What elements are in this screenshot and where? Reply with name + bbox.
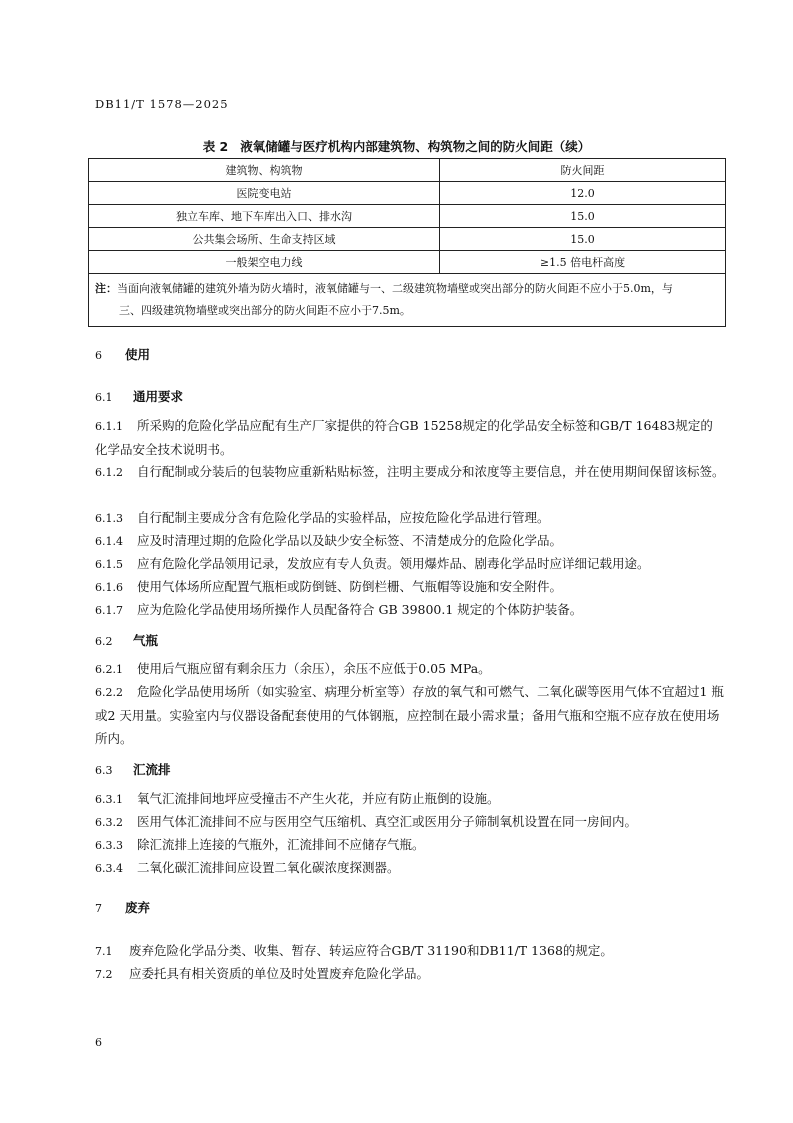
- clause-text: 自行配制主要成分含有危险化学品的实验样品，应按危险化学品进行管理。: [137, 510, 550, 525]
- table-row: [89, 228, 726, 251]
- clause-number: 7.2: [95, 968, 113, 981]
- clause-number: 6.2.2: [95, 686, 123, 699]
- section-title: 气瓶: [133, 633, 159, 648]
- clause-6-1-7: [95, 598, 725, 622]
- table-cell: 一般架空电力线: [89, 251, 440, 274]
- clause-6-1-2: [95, 460, 725, 484]
- clause-number: 6.1.5: [95, 558, 123, 571]
- clause-6-3-1: [95, 787, 725, 811]
- table-header-cell: 建筑物、构筑物: [89, 159, 440, 182]
- clause-number: 6.3.4: [95, 862, 123, 875]
- document-code: DB11/T 1578—2025: [95, 97, 229, 111]
- clause-6-2-1: [95, 657, 725, 681]
- clause-text: 使用气体场所应配置气瓶柜或防倒链、防倒栏栅、气瓶帽等设施和安全附件。: [137, 579, 563, 594]
- section-title: 汇流排: [133, 762, 171, 777]
- clause-6-1-6: [95, 575, 725, 599]
- table-row: [89, 182, 726, 205]
- clause-text: 自行配制或分装后的包装物应重新粘贴标签，注明主要成分和浓度等主要信息，并在使用期间保留该标签。: [137, 464, 725, 479]
- table-cell: 12.0: [440, 182, 726, 205]
- clause-text: 应委托具有相关资质的单位及时处置废弃危险化学品。: [129, 966, 430, 981]
- page-number: 6: [95, 1036, 102, 1049]
- clause-6-3-2: [95, 810, 725, 834]
- clause-text: 医用气体汇流排间不应与医用空气压缩机、真空汇或医用分子筛制氧机设置在同一房间内。: [137, 814, 638, 829]
- table-note: [89, 274, 726, 327]
- fire-spacing-table: [88, 158, 726, 327]
- section-title: 通用要求: [133, 389, 184, 404]
- table-note-line-1: 当面向液氧储罐的建筑外墙为防火墙时，液氧储罐与一、二级建筑物墙壁或突出部分的防火间距不应小于5.0m，与: [117, 282, 673, 295]
- section-heading-6-3: [95, 760, 171, 778]
- clause-number: 6.1.3: [95, 512, 123, 525]
- clause-number: 6.3.2: [95, 816, 123, 829]
- clause-number: 6.1.2: [95, 466, 123, 479]
- table-cell: 公共集会场所、生命支持区域: [89, 228, 440, 251]
- table-cell: ≥1.5 倍电杆高度: [440, 251, 726, 274]
- table-cell: 15.0: [440, 205, 726, 228]
- clause-6-1-3: [95, 506, 725, 530]
- clause-text: 使用后气瓶应留有剩余压力（余压），余压不应低于0.05 MPa。: [137, 661, 491, 676]
- table-note-row: [89, 274, 726, 327]
- table-note-line-2: 三、四级建筑物墙壁或突出部分的防火间距不应小于7.5m。: [119, 304, 411, 317]
- clause-text: 二氧化碳汇流排间应设置二氧化碳浓度探测器。: [137, 860, 400, 875]
- clause-number: 6.1.7: [95, 604, 123, 617]
- clause-7-1: [95, 939, 725, 963]
- clause-text: 所采购的危险化学品应配有生产厂家提供的符合GB 15258规定的化学品安全标签和GB/T 16483规定的化学品安全技术说明书。: [95, 418, 713, 457]
- clause-text: 氧气汇流排间地坪应受撞击不产生火花，并应有防止瓶倒的设施。: [137, 791, 500, 806]
- clause-text: 应及时清理过期的危险化学品以及缺少安全标签、不清楚成分的危险化学品。: [137, 533, 563, 548]
- clause-7-2: [95, 962, 725, 986]
- clause-6-3-4: [95, 856, 725, 880]
- section-number: 6.1: [95, 391, 113, 404]
- clause-text: 应有危险化学品领用记录，发放应有专人负责。领用爆炸品、剧毒化学品时应详细记载用途。: [137, 556, 650, 571]
- clause-text: 应为危险化学品使用场所操作人员配备符合 GB 39800.1 规定的个体防护装备。: [137, 602, 583, 617]
- section-title: 废弃: [125, 900, 151, 915]
- clause-number: 6.1.1: [95, 420, 123, 433]
- clause-text: 除汇流排上连接的气瓶外，汇流排间不应储存气瓶。: [137, 837, 425, 852]
- section-number: 6.2: [95, 635, 113, 648]
- clause-6-3-3: [95, 833, 725, 857]
- table-caption-number: 表 2: [202, 139, 229, 154]
- table-cell: 独立车库、地下车库出入口、排水沟: [89, 205, 440, 228]
- table-header-row: [89, 159, 726, 182]
- section-heading-6-2: [95, 631, 158, 649]
- section-heading-7: [95, 898, 150, 916]
- clause-number: 6.2.1: [95, 663, 123, 676]
- table-cell: 医院变电站: [89, 182, 440, 205]
- clause-text: 危险化学品使用场所（如实验室、病理分析室等）存放的氧气和可燃气、二氧化碳等医用气体不宜超过1 瓶或2 天用量。实验室内与仪器设备配套使用的气体钢瓶，应控制在最小需求量；备用气瓶和空瓶不应存放在使用场所内。: [95, 684, 724, 746]
- section-number: 6: [95, 349, 102, 362]
- section-number: 7: [95, 902, 102, 915]
- clause-6-2-2: [95, 680, 725, 750]
- section-number: 6.3: [95, 764, 113, 777]
- clause-6-1-4: [95, 529, 725, 553]
- section-heading-6: [95, 345, 150, 363]
- section-title: 使用: [125, 347, 151, 362]
- table-row: [89, 251, 726, 274]
- table-note-label: 注：: [95, 282, 117, 295]
- clause-number: 6.1.6: [95, 581, 123, 594]
- table-row: [89, 205, 726, 228]
- clause-number: 7.1: [95, 945, 113, 958]
- clause-text: 废弃危险化学品分类、收集、暂存、转运应符合GB/T 31190和DB11/T 1368的规定。: [129, 943, 613, 958]
- clause-number: 6.3.1: [95, 793, 123, 806]
- clause-number: 6.1.4: [95, 535, 123, 548]
- table-caption: [0, 137, 793, 155]
- clause-number: 6.3.3: [95, 839, 123, 852]
- clause-6-1-1: [95, 414, 725, 461]
- table-header-cell: 防火间距: [440, 159, 726, 182]
- section-heading-6-1: [95, 387, 183, 405]
- table-caption-title: 液氧储罐与医疗机构内部建筑物、构筑物之间的防火间距（续）: [240, 139, 591, 154]
- table-cell: 15.0: [440, 228, 726, 251]
- clause-6-1-5: [95, 552, 725, 576]
